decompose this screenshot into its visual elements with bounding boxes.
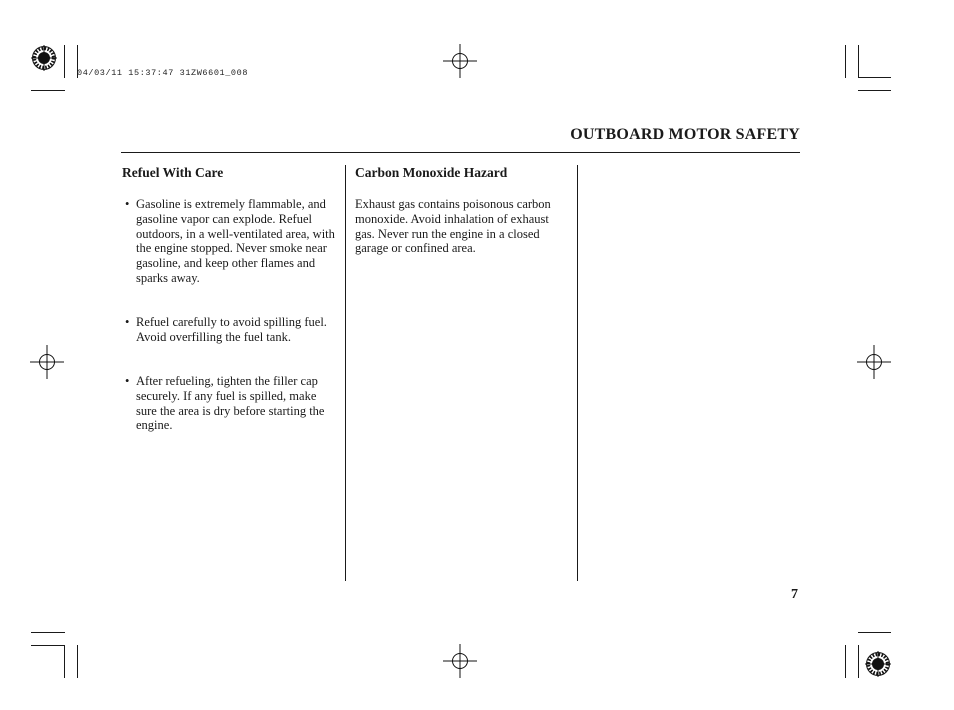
registration-target-icon	[865, 651, 891, 677]
carbon-monoxide-paragraph: Exhaust gas contains poisonous carbon monoxide. Avoid inhalation of exhaust gas. Never run the engine in a closed garage or confined area.	[355, 197, 551, 256]
header-rule	[121, 152, 800, 153]
crosshair-icon	[856, 345, 892, 379]
bullet-text: Refuel carefully to avoid spilling fuel. Avoid overfilling the fuel tank.	[136, 315, 327, 344]
bullet-marker: •	[125, 374, 130, 388]
crosshair-icon	[29, 345, 65, 379]
bullet-marker: •	[125, 315, 130, 329]
crosshair-icon	[442, 44, 478, 78]
list-item	[125, 374, 335, 433]
section-title: OUTBOARD MOTOR SAFETY	[570, 126, 800, 143]
bullet-marker: •	[125, 197, 130, 211]
refuel-heading: Refuel With Care	[122, 165, 224, 180]
column-divider	[577, 165, 578, 581]
page-number: 7	[791, 587, 798, 602]
print-stamp: 04/03/11 15:37:47 31ZW6601_008	[77, 68, 249, 78]
list-item	[125, 315, 335, 345]
list-item	[125, 197, 335, 286]
bullet-text: Gasoline is extremely flammable, and gasoline vapor can explode. Refuel outdoors, in a well-ventilated area, with the engine stopped. Never smoke near gasoline, and keep other flames and sparks away.	[136, 197, 335, 285]
crosshair-icon	[442, 644, 478, 678]
registration-target-icon	[31, 45, 57, 71]
carbon-monoxide-heading: Carbon Monoxide Hazard	[355, 165, 508, 180]
column-divider	[345, 165, 346, 581]
bullet-text: After refueling, tighten the filler cap securely. If any fuel is spilled, make sure the area is dry before starting the engine.	[136, 374, 325, 433]
